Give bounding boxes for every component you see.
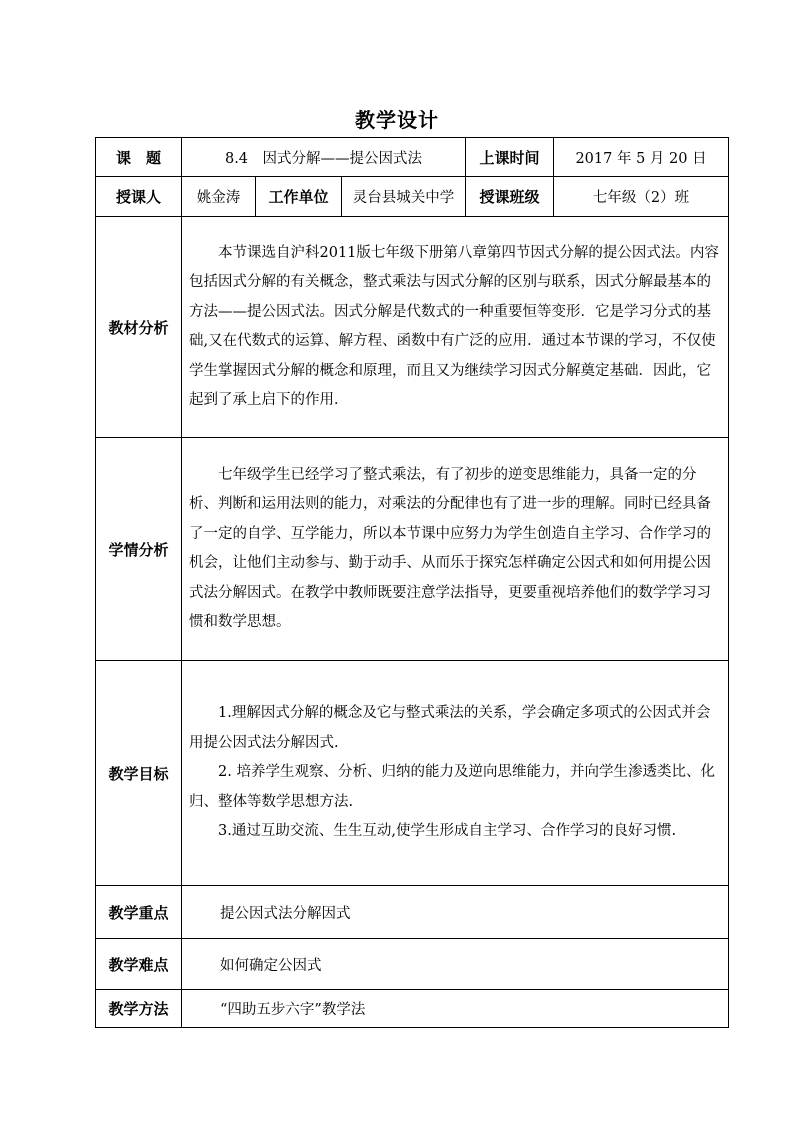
time-label: 上课时间 bbox=[466, 138, 554, 177]
students-cell bbox=[182, 438, 729, 661]
time-value: 2017 年 5 月 20 日 bbox=[554, 138, 729, 177]
row-topic bbox=[96, 138, 729, 177]
unit-value: 灵台县城关中学 bbox=[342, 177, 466, 217]
row-student-analysis bbox=[96, 438, 729, 661]
teacher-label: 授课人 bbox=[96, 177, 182, 217]
class-label: 授课班级 bbox=[466, 177, 554, 217]
difficulty-text: 如何确定公因式 bbox=[182, 939, 729, 990]
material-cell bbox=[182, 217, 729, 438]
lesson-plan-table bbox=[95, 137, 729, 1028]
goal-item-2: 2. 培养学生观察、分析、归纳的能力及逆向思维能力，并向学生渗透类比、化归、整体等数学思想方法. bbox=[189, 764, 715, 810]
difficulty-label: 教学难点 bbox=[96, 939, 182, 990]
key-point-label: 教学重点 bbox=[96, 886, 182, 939]
row-difficulty bbox=[96, 939, 729, 990]
goals-label: 教学目标 bbox=[96, 661, 182, 886]
row-teaching-goals bbox=[96, 661, 729, 886]
students-text: 七年级学生已经学习了整式乘法，有了初步的逆变思维能力，具备一定的分析、判断和运用法则的能力，对乘法的分配律也有了进一步的理解。同时已经具备了一定的自学、互学能力，所以本节课中应努力为学生创造自主学习、合作学习的机会，让他们主动参与、勤于动手、从而乐于探究怎样确定公因式和如何用提公因式法分解因式。在教学中教师既要注意学法指导，更要重视培养他们的数学学习习惯和数学思想。 bbox=[189, 466, 711, 630]
teacher-value: 姚金涛 bbox=[182, 177, 256, 217]
goal-item-1: 1.理解因式分解的概念及它与整式乘法的关系，学会确定多项式的公因式并会用提公因式法分解因式. bbox=[189, 705, 711, 751]
row-material-analysis bbox=[96, 217, 729, 438]
key-point-text: 提公因式法分解因式 bbox=[182, 886, 729, 939]
topic-value: 8.4 因式分解——提公因式法 bbox=[182, 138, 466, 177]
goals-cell bbox=[182, 661, 729, 886]
method-text: “四助五步六字”教学法 bbox=[182, 990, 729, 1028]
row-teacher bbox=[96, 177, 729, 217]
topic-label: 课 题 bbox=[96, 138, 182, 177]
row-method bbox=[96, 990, 729, 1028]
method-label: 教学方法 bbox=[96, 990, 182, 1028]
class-value: 七年级（2）班 bbox=[554, 177, 729, 217]
goal-item-3: 3.通过互助交流、生生互动,使学生形成自主学习、合作学习的良好习惯. bbox=[218, 823, 677, 840]
unit-label: 工作单位 bbox=[256, 177, 342, 217]
page-title: 教学设计 bbox=[355, 108, 439, 132]
material-label: 教材分析 bbox=[96, 217, 182, 438]
row-key-point bbox=[96, 886, 729, 939]
material-text: 本节课选自沪科2011版七年级下册第八章第四节因式分解的提公因式法。内容包括因式分解的有关概念，整式乘法与因式分解的区别与联系，因式分解最基本的方法——提公因式法。因式分解是代数式的一种重要恒等变形．它是学习分式的基础,又在代数式的运算、解方程、函数中有广泛的应用．通过本节课的学习，不仅使学生掌握因式分解的概念和原理，而且又为继续学习因式分解奠定基础．因此，它起到了承上启下的作用． bbox=[189, 244, 719, 408]
students-label: 学情分析 bbox=[96, 438, 182, 661]
